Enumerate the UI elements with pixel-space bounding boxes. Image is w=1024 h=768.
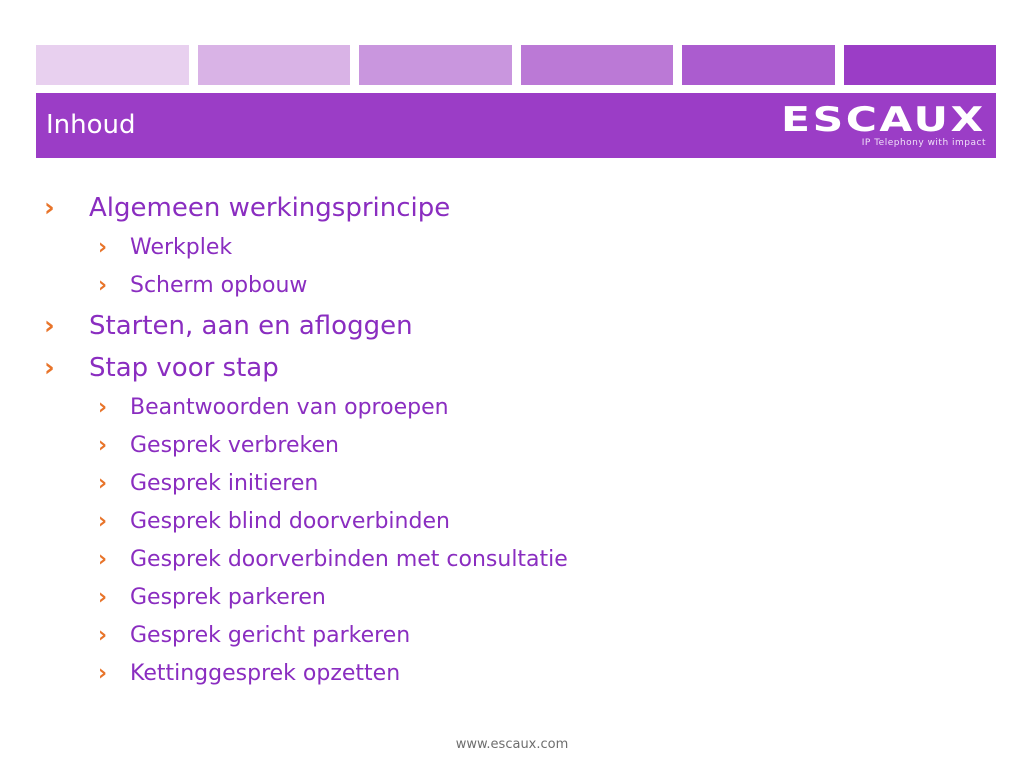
- logo-wordmark: ESCAUX: [781, 100, 986, 140]
- agenda-item: [44, 308, 984, 348]
- agenda-list: [44, 190, 984, 694]
- agenda-subitem: [44, 580, 984, 618]
- agenda-subitem: [44, 268, 984, 306]
- agenda-item-label: Werkplek: [130, 235, 233, 260]
- agenda-item-label: Kettinggesprek opzetten: [130, 661, 401, 686]
- chevron-right-icon: ›: [98, 661, 108, 686]
- agenda-item-label: Gesprek initieren: [130, 471, 319, 496]
- color-swatch: [521, 45, 674, 85]
- chevron-right-icon: ›: [44, 193, 55, 223]
- chevron-right-icon: ›: [98, 585, 108, 610]
- agenda-item-label: Gesprek gericht parkeren: [130, 623, 411, 648]
- agenda-item-label: Scherm opbouw: [130, 273, 308, 298]
- chevron-right-icon: ›: [98, 623, 108, 648]
- agenda-subitem: [44, 428, 984, 466]
- agenda-item-label: Starten, aan en afloggen: [89, 311, 413, 341]
- agenda-item: [44, 190, 984, 230]
- agenda-item-label: Gesprek verbreken: [130, 433, 339, 458]
- agenda-subitem: [44, 542, 984, 580]
- agenda-subitem: [44, 466, 984, 504]
- chevron-right-icon: ›: [44, 311, 55, 341]
- agenda-item-label: Gesprek blind doorverbinden: [130, 509, 450, 534]
- escaux-logo: [776, 102, 986, 148]
- chevron-right-icon: ›: [44, 353, 55, 383]
- agenda-item-label: Gesprek doorverbinden met consultatie: [130, 547, 568, 572]
- color-swatch: [682, 45, 835, 85]
- color-swatch: [359, 45, 512, 85]
- color-swatch-strip: [36, 45, 996, 85]
- chevron-right-icon: ›: [98, 433, 108, 458]
- footer-url: www.escaux.com: [455, 737, 569, 752]
- color-swatch: [198, 45, 351, 85]
- agenda-item-label: Algemeen werkingsprincipe: [89, 193, 451, 223]
- color-swatch: [844, 45, 997, 85]
- agenda-item-label: Beantwoorden van oproepen: [130, 395, 449, 420]
- agenda-subitem: [44, 390, 984, 428]
- agenda-item: [44, 350, 984, 390]
- chevron-right-icon: ›: [98, 509, 108, 534]
- agenda-subitem: [44, 618, 984, 656]
- chevron-right-icon: ›: [98, 235, 108, 260]
- chevron-right-icon: ›: [98, 395, 108, 420]
- chevron-right-icon: ›: [98, 547, 108, 572]
- chevron-right-icon: ›: [98, 273, 108, 298]
- agenda-subitem: [44, 656, 984, 694]
- agenda-item-label: Stap voor stap: [89, 353, 279, 383]
- color-swatch: [36, 45, 189, 85]
- agenda-item-label: Gesprek parkeren: [130, 585, 326, 610]
- logo-tagline: IP Telephony with impact: [861, 138, 986, 148]
- agenda-subitem: [44, 504, 984, 542]
- slide-title: Inhoud: [46, 110, 136, 140]
- agenda-subitem: [44, 230, 984, 268]
- chevron-right-icon: ›: [98, 471, 108, 496]
- title-bar: [36, 93, 996, 158]
